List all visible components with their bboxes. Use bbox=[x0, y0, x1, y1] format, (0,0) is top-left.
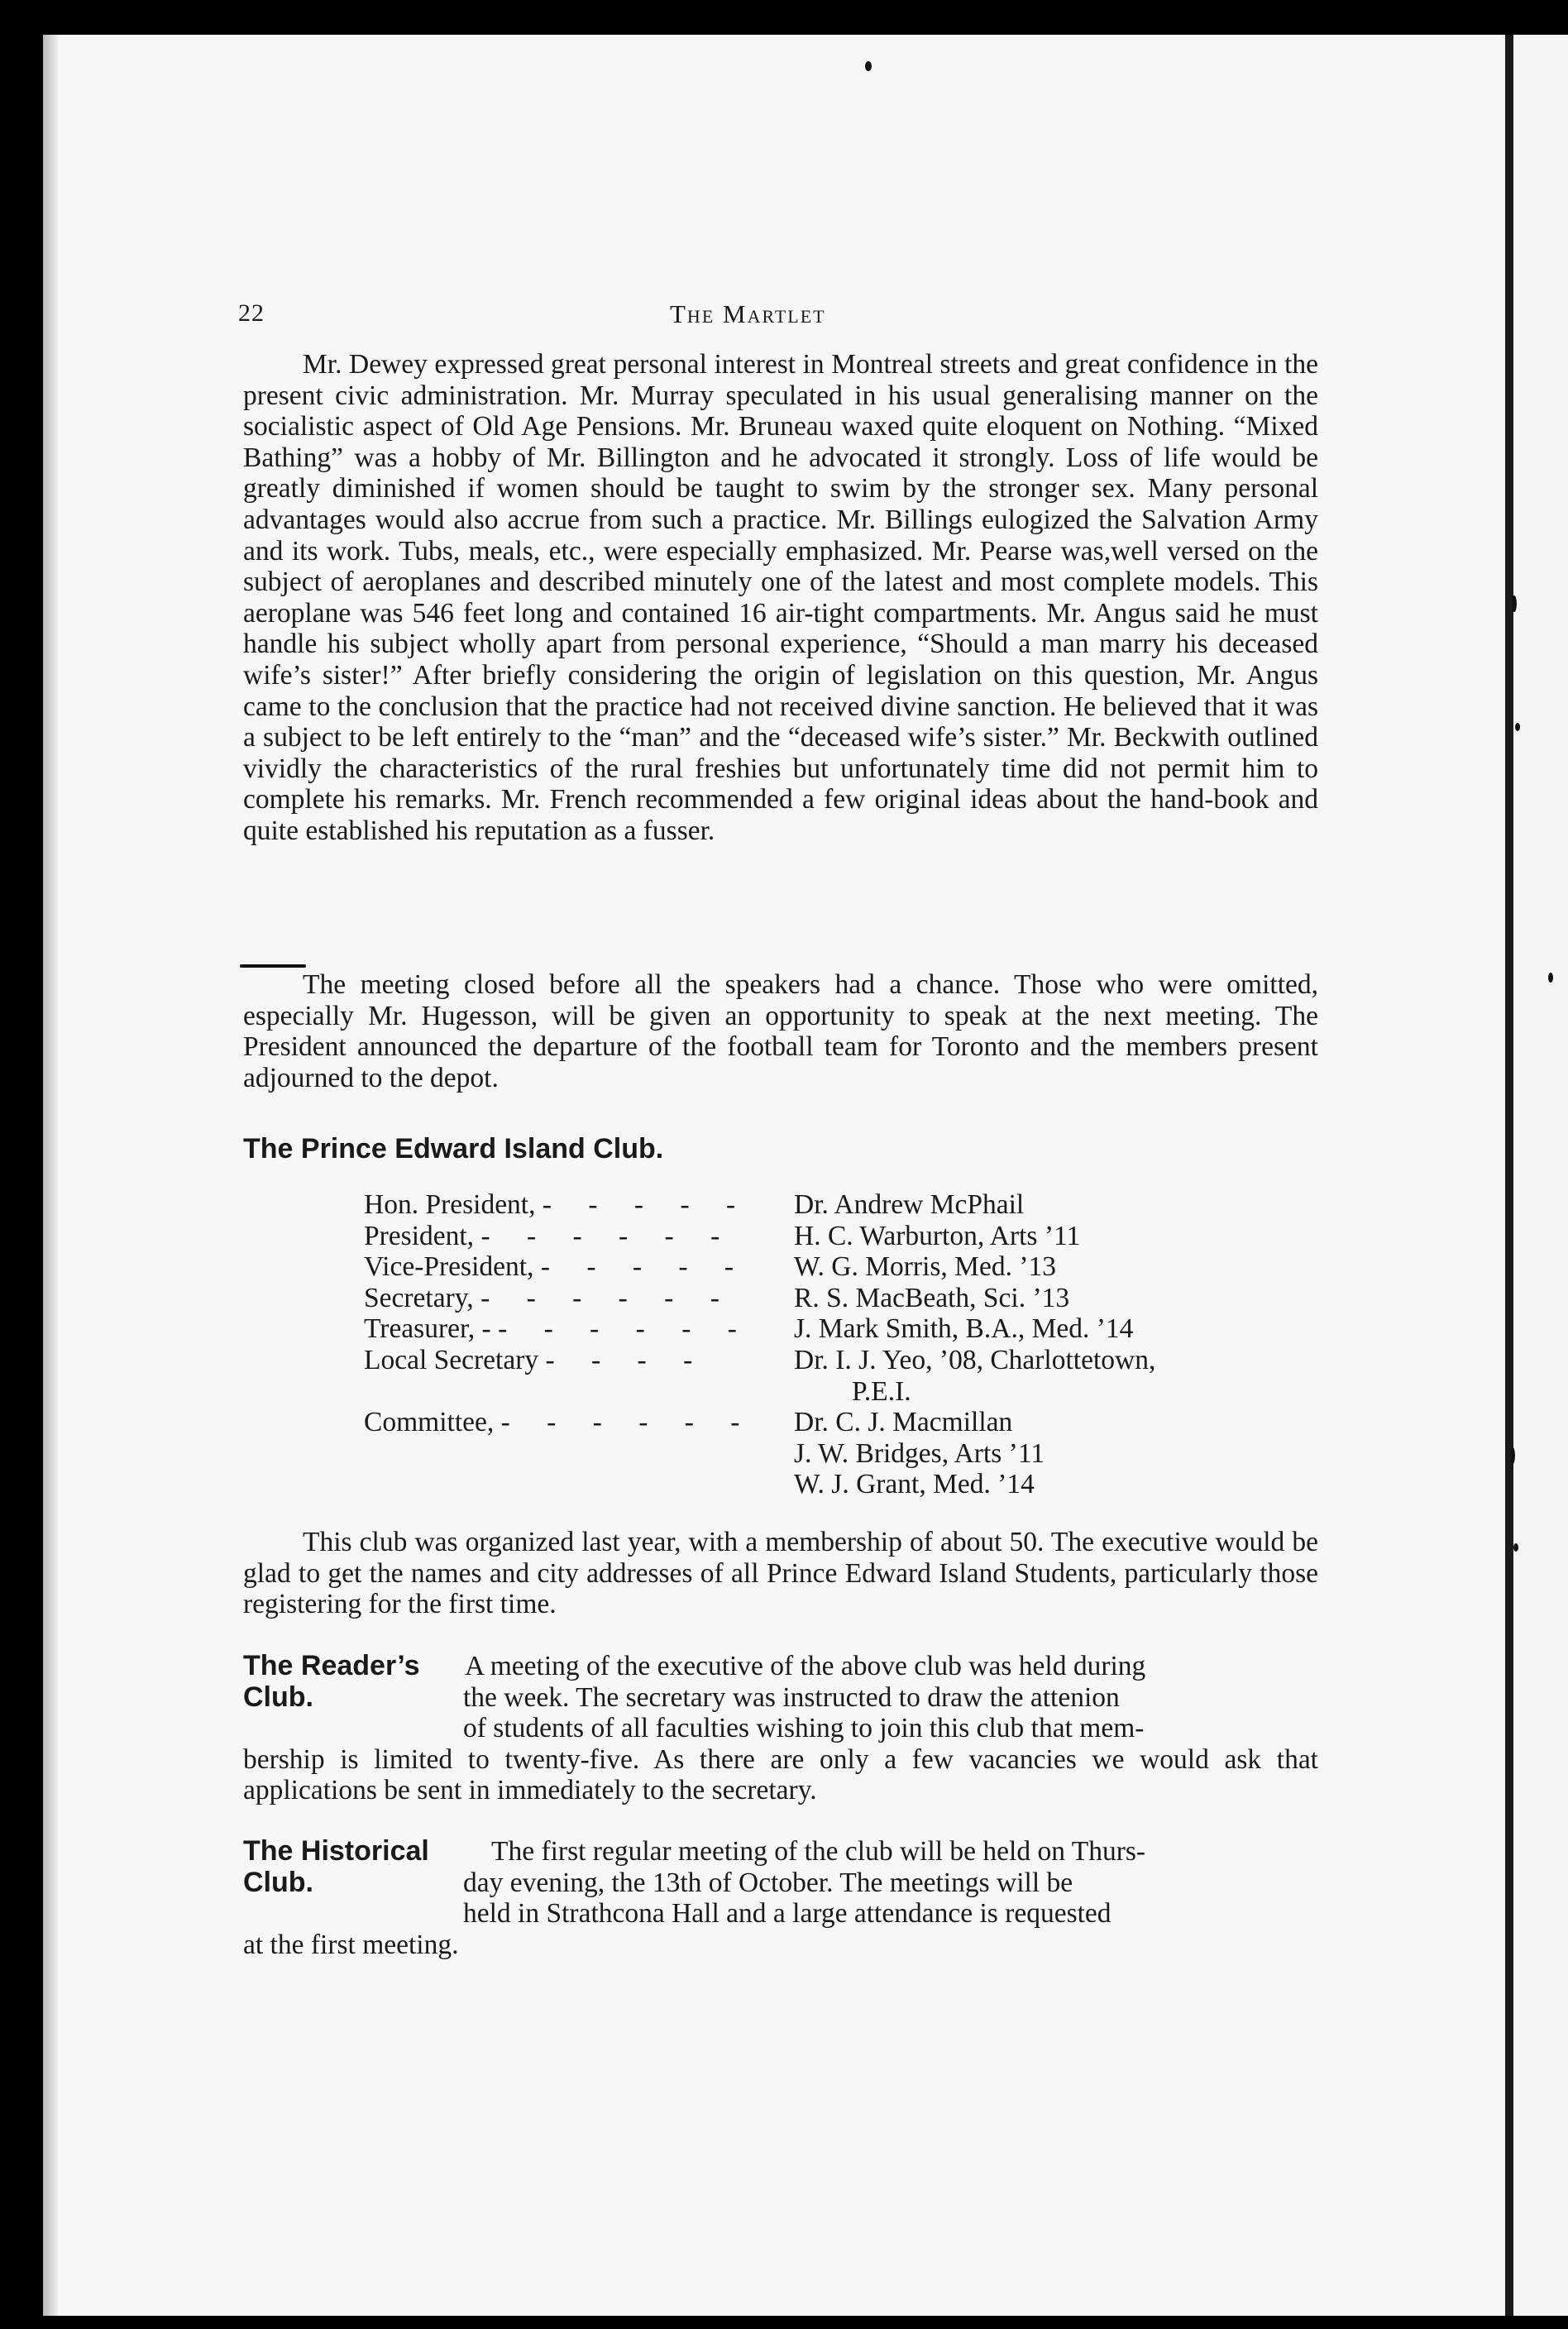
page-header bbox=[0, 299, 1568, 332]
leader-dots: - - - - - - bbox=[500, 1407, 755, 1438]
officer-row bbox=[364, 1469, 1331, 1500]
ink-speck bbox=[240, 964, 306, 968]
adjacent-page-strip bbox=[1513, 35, 1568, 2316]
officer-row bbox=[364, 1313, 1331, 1345]
officer-name: R. S. MacBeath, Sci. ’13 bbox=[794, 1282, 1070, 1313]
historical-club-text: The first regular meeting of the club will be held on Thurs- day evening, the 13th of October. The meetings will be held in Strathcona Hall and a large attendance is requested at the first meeting. bbox=[243, 1836, 1146, 1960]
readers-club-text: A meeting of the executive of the above club was held during the week. The secretary was instructed to draw the attenion of students of all faculties wishing to join this club that mem- bership is limited to twenty-five. As there are only a few vacancies we would ask that applications be sent in immediately to the secretary. bbox=[243, 1651, 1318, 1806]
officer-name: Dr. C. J. Macmillan bbox=[794, 1407, 1013, 1438]
officer-name: Dr. Andrew McPhail bbox=[794, 1189, 1025, 1220]
officer-row bbox=[364, 1438, 1331, 1470]
officer-role: President, bbox=[364, 1220, 475, 1251]
officer-role: Treasurer, - bbox=[364, 1313, 491, 1345]
leader-dots: - - - - - - bbox=[480, 1282, 734, 1313]
officer-role: Local Secretary bbox=[364, 1344, 539, 1375]
officer-row bbox=[364, 1283, 1331, 1314]
ink-speck bbox=[1512, 595, 1517, 612]
leader-dots: - - - - bbox=[545, 1344, 708, 1375]
officer-row bbox=[364, 1251, 1331, 1283]
leader-dots: - - - - - bbox=[542, 1189, 751, 1220]
officer-role: Vice-President, bbox=[364, 1251, 534, 1283]
officer-role: Hon. President, bbox=[364, 1189, 536, 1220]
page-right-border bbox=[1505, 35, 1513, 2316]
page-number: 22 bbox=[238, 299, 265, 327]
page-binding-edge bbox=[43, 35, 58, 2316]
leader-dots: - - - - - bbox=[540, 1251, 749, 1283]
readers-club-section bbox=[243, 1651, 1318, 1806]
ink-speck bbox=[1513, 1543, 1518, 1552]
officer-row bbox=[364, 1345, 1331, 1376]
ink-speck bbox=[865, 61, 872, 71]
leader-dots: - - - - - - bbox=[480, 1220, 735, 1251]
historical-club-heading-line: The Historical bbox=[243, 1835, 429, 1867]
meeting-speeches-paragraph: Mr. Dewey expressed great personal interest in Montreal streets and great confidence in the present civic administration. Mr. Murray speculated in his usual generalising manner on the socialistic aspect of Old Age Pensions. Mr. Bruneau waxed quite eloquent on Nothing. “Mixed Bathing” was a hobby of Mr. Billington and he advocated it strongly. Loss of life would be greatly diminished if women should be taught to swim by the stronger sex. Many personal advantages would also accrue from such a practice. Mr. Billings eulogized the Salvation Army and its work. Tubs, meals, etc., were especially emphasized. Mr. Pearse was,well versed on the subject of aeroplanes and described minutely one of the latest and most complete models. This aeroplane was 546 feet long and contained 16 air-tight compartments. Mr. Angus said he must handle his subject wholly apart from personal experience, “Should a man marry his deceased wife’s sister!” After briefly considering the origin of legislation on this question, Mr. Angus came to the conclusion that the practice had not received divine sanction. He believed that it was a subject to be left entirely to the “man” and the “deceased wife’s sister.” Mr. Beckwith outlined vividly the characteristics of the rural freshies but unfortunately time did not permit him to complete his remarks. Mr. French recommended a few original ideas about the hand-book and quite established his reputation as a fusser. bbox=[243, 349, 1318, 846]
ink-speck bbox=[1510, 1447, 1515, 1464]
officer-row bbox=[364, 1221, 1331, 1252]
ink-speck bbox=[1548, 973, 1553, 983]
officer-name: W. J. Grant, Med. ’14 bbox=[794, 1469, 1035, 1500]
officer-name: Dr. I. J. Yeo, ’08, Charlottetown, bbox=[794, 1344, 1156, 1375]
officer-name: H. C. Warburton, Arts ’11 bbox=[794, 1220, 1081, 1251]
officer-name: J. Mark Smith, B.A., Med. ’14 bbox=[794, 1313, 1134, 1345]
readers-club-heading-line: The Reader’s bbox=[243, 1650, 420, 1681]
officer-name: J. W. Bridges, Arts ’11 bbox=[794, 1437, 1045, 1469]
officer-row bbox=[364, 1376, 1331, 1408]
ink-speck bbox=[1515, 723, 1520, 731]
historical-club-section bbox=[243, 1836, 1318, 1960]
meeting-closing-paragraph: The meeting closed before all the speakers had a chance. Those who were omitted, especially Mr. Hugesson, will be given an opportunity to speak at the next meeting. The President announced the departure of the football team for Toronto and the members present adjourned to the depot. bbox=[243, 969, 1318, 1093]
pei-club-heading: The Prince Edward Island Club. bbox=[243, 1133, 664, 1164]
officer-row bbox=[364, 1407, 1331, 1438]
pei-club-officers-list bbox=[364, 1189, 1331, 1500]
officer-role: Secretary, bbox=[364, 1282, 474, 1313]
officer-name: W. G. Morris, Med. ’13 bbox=[794, 1251, 1056, 1283]
historical-club-heading-line: Club. bbox=[243, 1866, 313, 1898]
historical-club-heading bbox=[243, 1836, 458, 1898]
officer-row bbox=[364, 1189, 1331, 1221]
leader-dots: - - - - - - bbox=[498, 1313, 752, 1345]
officer-role: Committee, bbox=[364, 1407, 495, 1438]
running-title: The Martlet bbox=[670, 299, 826, 328]
pei-club-note-paragraph: This club was organized last year, with a membership of about 50. The executive would be glad to get the names and city addresses of all Prince Edward Island Students, particularly those registering for the first time. bbox=[243, 1527, 1318, 1620]
readers-club-heading bbox=[243, 1651, 458, 1713]
readers-club-heading-line: Club. bbox=[243, 1681, 313, 1713]
officer-name: P.E.I. bbox=[852, 1375, 911, 1407]
